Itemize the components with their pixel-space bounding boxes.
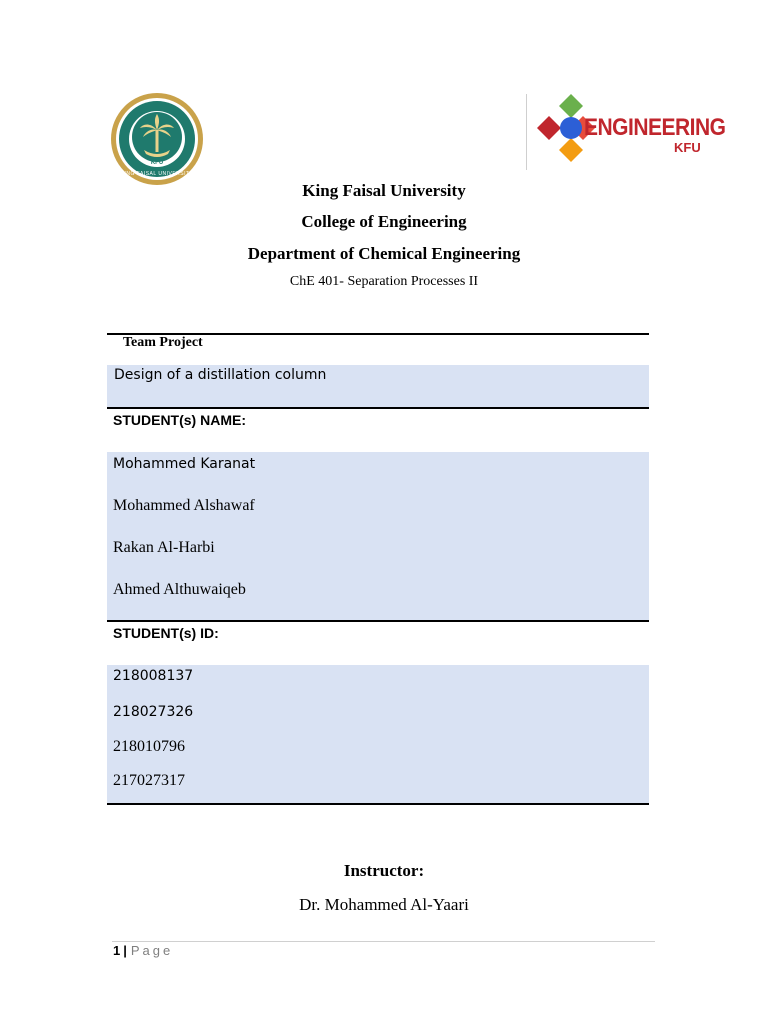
engineering-logo-word: ENGINEERING (584, 114, 726, 141)
student-id: 218008137 (113, 668, 194, 684)
kfu-logo-text: KING FAISAL UNIVERSITY (120, 171, 194, 177)
footer-separator: | (123, 943, 127, 958)
page-word: Page (130, 943, 174, 958)
kfu-logo-abbr: KFU (150, 160, 164, 166)
names-label: STUDENT(s) NAME: (113, 412, 246, 428)
department-title: Department of Chemical Engineering (247, 244, 521, 263)
student-name: Ahmed Althuwaiqeb (113, 581, 246, 598)
kfu-seal-icon (110, 92, 204, 186)
student-name: Rakan Al-Harbi (113, 539, 215, 556)
instructor-label: Instructor: (343, 861, 425, 880)
instructor-name: Dr. Mohammed Al-Yaari (299, 895, 469, 914)
page-number: 1 (113, 943, 121, 958)
logo-divider (526, 94, 527, 170)
student-name: Mohammed Alshawaf (113, 497, 255, 514)
student-id: 218010796 (113, 738, 185, 755)
student-id: 217027317 (113, 772, 185, 789)
project-title: Design of a distillation column (114, 367, 327, 383)
ids-band (107, 665, 649, 803)
university-title: King Faisal University (302, 181, 466, 200)
engineering-logo-sub: KFU (674, 140, 701, 155)
names-top-rule (107, 407, 649, 409)
engineering-kfu-logo (536, 94, 726, 164)
page-footer (113, 943, 173, 958)
kfu-logo (110, 92, 204, 186)
ids-top-rule (107, 620, 649, 622)
course-title: ChE 401- Separation Processes II (289, 274, 479, 289)
footer-rule (112, 941, 655, 942)
ids-label: STUDENT(s) ID: (113, 625, 219, 641)
student-name: Mohammed Karanat (113, 456, 256, 472)
project-label: Team Project (123, 335, 203, 350)
table-bottom-rule (107, 803, 649, 805)
college-title: College of Engineering (301, 212, 467, 231)
student-id: 218027326 (113, 704, 194, 720)
